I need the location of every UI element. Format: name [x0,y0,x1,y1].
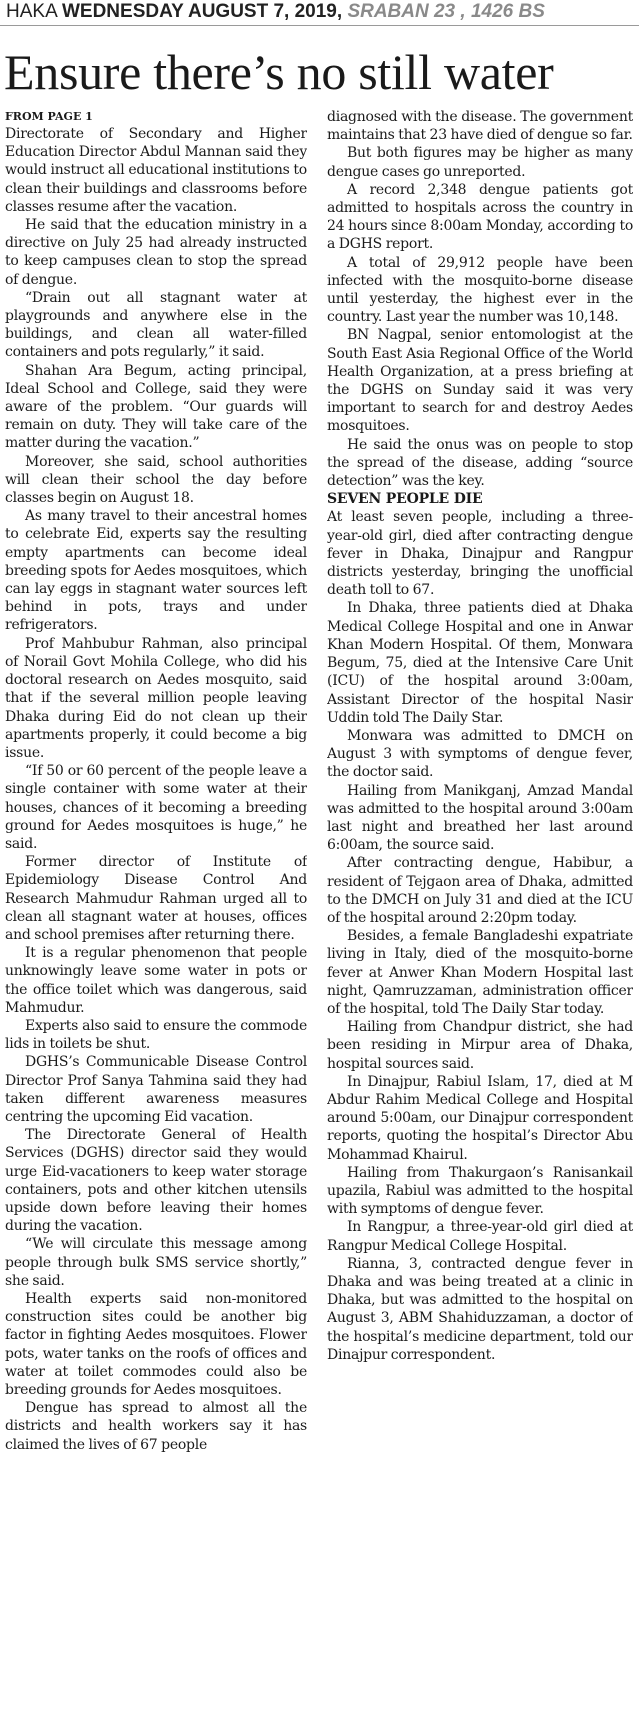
article-column-right [327,108,633,1711]
article-paragraph: A record 2,348 dengue patients got admitted to hospitals across the country in 24 hours since 8:00am Monday, according to a DGHS report. [327,181,633,253]
article-paragraph: In Dhaka, three patients died at Dhaka Medical College Hospital and one in Anwar Khan Modern Hospital. Of them, Monwara Begum, 75, died at the Intensive Care Unit (ICU) of the hospital around 3:00am, Assistant Director of the hospital Nasir Uddin told The Daily Star. [327,600,633,726]
article-paragraph: Shahan Ara Begum, acting principal, Ideal School and College, said they were aware of the problem. “Our guards will remain on duty. They will take care of the matter during the vacation.” [5,362,307,452]
article-paragraph: Dengue has spread to almost all the districts and health workers say it has claimed the lives of 67 people [5,1400,307,1453]
article-column-left [5,108,307,1711]
article-paragraph: Monwara was admitted to DMCH on August 3 with symptoms of dengue fever, the doctor said. [327,727,633,781]
article-paragraph: “If 50 or 60 percent of the people leave a single container with some water at their houses, chances of it becoming a breeding ground for Aedes mosquitoes is huge,” he said. [5,763,307,852]
article-paragraph: But both figures may be higher as many dengue cases go unreported. [327,145,633,180]
article-paragraph: Experts also said to ensure the commode lids in toilets be shut. [5,1017,307,1053]
article-paragraph: He said that the education ministry in a directive on July 25 had already instructed to keep campuses clean to stop the spread of dengue. [5,217,307,288]
article-paragraph: Besides, a female Bangladeshi expatriate living in Italy, died of the mosquito-borne fever at Anwer Khan Modern Hospital last night, Qamruzzaman, administration officer of the hospital, told The Daily Star today. [327,928,633,1017]
article-paragraph: At least seven people, including a three-year-old girl, died after contracting dengue fever in Dhaka, Dinajpur and Rangpur districts yesterday, bringing the unofficial death toll to 67. [327,509,633,599]
article-headline: Ensure there’s no still water [4,44,554,100]
issue-date: WEDNESDAY AUGUST 7, 2019, [61,1,343,22]
article-paragraph: Rianna, 3, contracted dengue fever in Dhaka and was being treated at a clinic in Dhaka, but was admitted to the hospital on August 3, ABM Shahiduzzaman, a doctor of the hospital’s medicine department, told our Dinajpur correspondent. [327,1255,633,1363]
article-paragraph: “Drain out all stagnant water at playgrounds and anywhere else in the buildings, and clean all water-filled containers and pots regularly,” it said. [5,289,307,361]
right-paragraphs-bottom [327,508,633,1364]
page-header [6,0,636,24]
article-paragraph: Hailing from Thakurgaon’s Ranisankail upazila, Rabiul was admitted to the hospital with symptoms of dengue fever. [327,1164,633,1218]
jump-kicker: FROM PAGE 1 [5,110,93,123]
article-paragraph: He said the onus was on people to stop the spread of the disease, adding “source detection” was the key. [327,436,633,490]
article-paragraph: As many travel to their ancestral homes to celebrate Eid, experts say the resulting empty apartments can become ideal breeding spots for Aedes mosquitoes, which can lay eggs in stagnant water sources left behind in pots, trays and under refrigerators. [5,508,307,634]
article-paragraph: In Dinajpur, Rabiul Islam, 17, died at M Abdur Rahim Medical College and Hospital around 5:00am, our Dinajpur correspondent reports, quoting the hospital’s Director Abu Mohammad Khairul. [327,1073,633,1163]
article-paragraph: After contracting dengue, Habibur, a resident of Tejgaon area of Dhaka, admitted to the DMCH on July 31 and died at the ICU of the hospital around 2:20pm today. [327,855,633,926]
section-subhead: SEVEN PEOPLE DIE [327,491,483,508]
article-paragraph: Moreover, she said, school authorities will clean their school the day before classes begin on August 18. [5,453,307,507]
bangla-date: SRABAN 23 , 1426 BS [347,1,545,22]
article-paragraph: Health experts said non-monitored construction sites could be another big factor in fighting Aedes mosquitoes. Flower pots, water tanks on the roofs of offices and water at toilet commodes could also be breeding grounds for Aedes mosquitoes. [5,1291,307,1399]
article-paragraph: It is a regular phenomenon that people unknowingly leave some water in pots or the office toilet which was dangerous, said Mahmudur. [5,945,307,1016]
article-paragraph: diagnosed with the disease. The government maintains that 23 have died of dengue so far. [327,109,633,144]
article-paragraph: The Directorate General of Health Services (DGHS) director said they would urge Eid-vacationers to keep water storage containers, pots and other kitchen utensils upside down before leaving their homes during the vacation. [5,1127,307,1235]
article-paragraph: Hailing from Chandpur district, she had been residing in Mirpur area of Dhaka, hospital sources said. [327,1019,633,1072]
article-paragraph: Hailing from Manikganj, Amzad Mandal was admitted to the hospital around 3:00am last night and breathed her last around 6:00am, the source said. [327,782,633,854]
article-paragraph: Prof Mahbubur Rahman, also principal of Norail Govt Mohila College, who did his doctoral research on Aedes mosquito, said that if the several million people leaving Dhaka during Eid do not clean up their apartments properly, it could become a big issue. [5,635,307,761]
article-paragraph: BN Nagpal, senior entomologist at the South East Asia Regional Office of the World Health Organization, at a press briefing at the DGHS on Sunday said it was very important to search for and destroy Aedes mosquitoes. [327,327,633,435]
article-paragraph: A total of 29,912 people have been infected with the mosquito-borne disease until yesterday, the highest ever in the country. Last year the number was 10,148. [327,254,633,326]
left-paragraphs [5,125,307,1454]
newspaper-name: HAKA [6,1,57,22]
article-paragraph: In Rangpur, a three-year-old girl died at Rangpur Medical College Hospital. [327,1219,633,1254]
right-paragraphs-top [327,108,633,490]
article-paragraph: Former director of Institute of Epidemiology Disease Control And Research Mahmudur Rahman urged all to clean all stagnant water at houses, offices and school premises after returning there. [5,854,307,943]
article-paragraph: Directorate of Secondary and Higher Education Director Abdul Mannan said they would instruct all educational institutions to clean their buildings and classrooms before classes resume after the vacation. [5,126,307,215]
article-paragraph: “We will circulate this message among people through bulk SMS service shortly,” she said. [5,1236,307,1289]
article-paragraph: DGHS’s Communicable Disease Control Director Prof Sanya Tahmina said they had taken different awareness measures centring the upcoming Eid vacation. [5,1054,307,1125]
header-divider [0,25,639,26]
